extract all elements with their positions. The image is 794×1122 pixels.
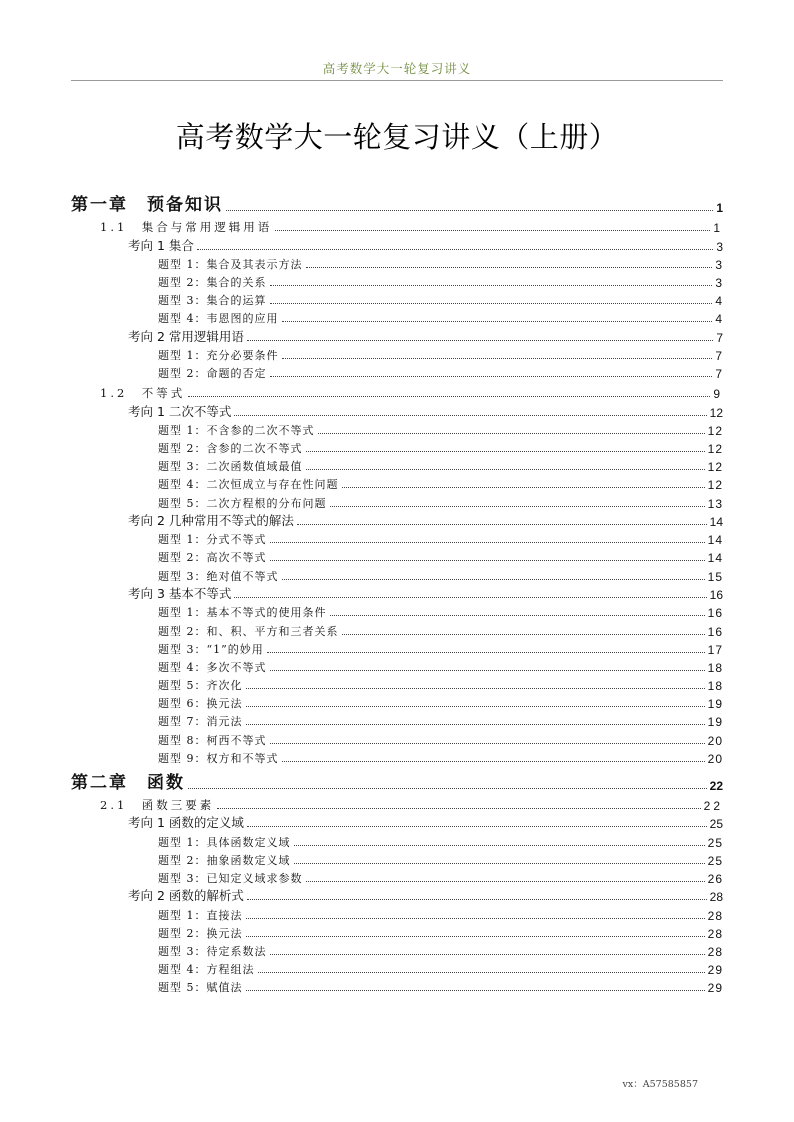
toc-entry-problem-type[interactable] bbox=[71, 492, 723, 510]
toc-entry-page-number: 7 bbox=[715, 367, 723, 382]
toc-entry-label: 题型 5：二次方程根的分布问题 bbox=[158, 496, 327, 510]
toc-entry-label: 题型 2：命题的否定 bbox=[158, 367, 267, 381]
toc-entry-topic[interactable] bbox=[71, 326, 723, 345]
toc-entry-problem-type[interactable] bbox=[71, 711, 723, 729]
toc-entry-chapter[interactable] bbox=[71, 766, 723, 793]
toc-dot-leader bbox=[294, 862, 705, 864]
toc-entry-label: 题型 5：齐次化 bbox=[158, 679, 243, 693]
toc-entry-section[interactable] bbox=[71, 793, 723, 813]
toc-entry-label: 题型 1：基本不等式的使用条件 bbox=[158, 606, 327, 620]
toc-entry-page-number: 28 bbox=[707, 926, 723, 941]
toc-entry-label: 题型 1：直接法 bbox=[158, 908, 243, 922]
toc-dot-leader bbox=[188, 395, 710, 397]
toc-dot-leader bbox=[270, 953, 705, 955]
toc-entry-page-number: 12 bbox=[707, 423, 723, 438]
toc-entry-section[interactable] bbox=[71, 381, 723, 401]
toc-entry-label: 题型 4：多次不等式 bbox=[158, 660, 267, 674]
toc-dot-leader bbox=[234, 596, 706, 598]
toc-entry-label: 题型 4：韦恩图的应用 bbox=[158, 312, 279, 326]
toc-entry-problem-type[interactable] bbox=[71, 474, 723, 492]
toc-dot-leader bbox=[247, 339, 713, 341]
toc-dot-leader bbox=[267, 651, 705, 653]
toc-entry-label: 题型 2：集合的关系 bbox=[158, 275, 267, 289]
toc-entry-problem-type[interactable] bbox=[71, 923, 723, 941]
toc-dot-leader bbox=[247, 825, 707, 827]
toc-entry-label: 考向 1 集合 bbox=[128, 237, 194, 253]
toc-entry-page-number: 26 bbox=[707, 871, 723, 886]
toc-dot-leader bbox=[282, 760, 705, 762]
toc-entry-problem-type[interactable] bbox=[71, 565, 723, 583]
toc-dot-leader bbox=[282, 357, 713, 359]
toc-entry-page-number: 1 bbox=[716, 201, 723, 215]
toc-dot-leader bbox=[342, 633, 705, 635]
toc-entry-page-number: 12 bbox=[707, 442, 723, 456]
toc-dot-leader bbox=[294, 844, 705, 846]
toc-entry-page-number: 9 bbox=[713, 387, 723, 402]
toc-entry-page-number: 16 bbox=[709, 588, 723, 603]
toc-dot-leader bbox=[226, 209, 713, 211]
toc-dot-leader bbox=[188, 787, 707, 789]
toc-entry-problem-type[interactable] bbox=[71, 345, 723, 363]
table-of-contents bbox=[71, 188, 723, 995]
toc-entry-label: 题型 8：柯西不等式 bbox=[158, 733, 267, 747]
toc-entry-page-number: 4 bbox=[715, 312, 723, 327]
toc-entry-problem-type[interactable] bbox=[71, 639, 723, 657]
toc-dot-leader bbox=[306, 266, 713, 268]
toc-dot-leader bbox=[306, 450, 705, 452]
toc-entry-problem-type[interactable] bbox=[71, 657, 723, 675]
toc-entry-label: 考向 1 函数的定义域 bbox=[128, 815, 244, 831]
toc-dot-leader bbox=[258, 971, 705, 973]
toc-entry-problem-type[interactable] bbox=[71, 904, 723, 922]
toc-entry-page-number: 3 bbox=[716, 239, 723, 254]
toc-entry-page-number: 18 bbox=[707, 660, 723, 675]
toc-dot-leader bbox=[306, 468, 705, 470]
toc-entry-page-number: 16 bbox=[707, 624, 723, 639]
toc-dot-leader bbox=[270, 669, 705, 671]
toc-entry-problem-type[interactable] bbox=[71, 272, 723, 290]
toc-entry-label: 1.1 集合与常用逻辑用语 bbox=[100, 220, 273, 234]
toc-entry-label: 2.1 函数三要素 bbox=[100, 797, 215, 812]
toc-entry-page-number: 25 bbox=[709, 817, 723, 832]
toc-entry-problem-type[interactable] bbox=[71, 693, 723, 711]
toc-entry-label: 题型 3：二次函数值域最值 bbox=[158, 460, 303, 474]
toc-entry-problem-type[interactable] bbox=[71, 290, 723, 308]
toc-entry-problem-type[interactable] bbox=[71, 941, 723, 959]
toc-dot-leader bbox=[318, 432, 705, 434]
toc-entry-label: 题型 1：具体函数定义域 bbox=[158, 835, 291, 849]
toc-dot-leader bbox=[297, 523, 707, 525]
toc-entry-label: 题型 1：分式不等式 bbox=[158, 533, 267, 547]
toc-dot-leader bbox=[282, 578, 705, 580]
toc-dot-leader bbox=[330, 614, 705, 616]
toc-dot-leader bbox=[270, 302, 713, 304]
toc-entry-page-number: 4 bbox=[715, 294, 723, 309]
toc-entry-page-number: 16 bbox=[707, 606, 723, 621]
toc-dot-leader bbox=[282, 320, 713, 322]
toc-entry-problem-type[interactable] bbox=[71, 729, 723, 747]
toc-entry-page-number: 17 bbox=[707, 642, 723, 657]
toc-entry-page-number: 12 bbox=[707, 478, 723, 493]
toc-dot-leader bbox=[275, 229, 710, 231]
toc-entry-label: 题型 1：集合及其表示方法 bbox=[158, 257, 303, 271]
toc-dot-leader bbox=[197, 248, 713, 250]
toc-entry-problem-type[interactable] bbox=[71, 850, 723, 868]
toc-entry-label: 题型 5：赋值法 bbox=[158, 981, 243, 995]
toc-entry-label: 题型 3：集合的运算 bbox=[158, 294, 267, 308]
toc-entry-problem-type[interactable] bbox=[71, 748, 723, 766]
toc-entry-page-number: 19 bbox=[707, 715, 723, 730]
toc-dot-leader bbox=[270, 742, 705, 744]
toc-dot-leader bbox=[342, 486, 705, 488]
toc-entry-page-number: 7 bbox=[715, 348, 723, 363]
toc-entry-topic[interactable] bbox=[71, 813, 723, 832]
toc-entry-page-number: 28 bbox=[707, 944, 723, 959]
toc-entry-label: 题型 6：换元法 bbox=[158, 697, 243, 711]
toc-entry-topic[interactable] bbox=[71, 511, 723, 530]
toc-entry-problem-type[interactable] bbox=[71, 620, 723, 638]
toc-entry-label: 第一章 预备知识 bbox=[71, 195, 223, 215]
toc-entry-page-number: 12 bbox=[709, 405, 723, 420]
toc-entry-page-number: 29 bbox=[707, 963, 723, 978]
toc-entry-page-number: 20 bbox=[707, 733, 723, 748]
toc-entry-label: 题型 2：高次不等式 bbox=[158, 551, 267, 565]
toc-entry-label: 题型 1：不含参的二次不等式 bbox=[158, 423, 315, 437]
toc-entry-page-number: 22 bbox=[703, 798, 723, 813]
toc-dot-leader bbox=[270, 375, 713, 377]
toc-entry-label: 题型 2：换元法 bbox=[158, 926, 243, 940]
toc-entry-problem-type[interactable] bbox=[71, 254, 723, 272]
page-title: 高考数学大一轮复习讲义（上册） bbox=[175, 120, 619, 154]
toc-entry-page-number: 1 bbox=[713, 221, 723, 235]
toc-entry-page-number: 3 bbox=[715, 275, 723, 290]
toc-entry-page-number: 15 bbox=[707, 569, 723, 584]
toc-entry-section[interactable] bbox=[71, 215, 723, 235]
toc-entry-page-number: 13 bbox=[707, 496, 723, 511]
toc-entry-page-number: 22 bbox=[709, 778, 723, 793]
toc-entry-label: 题型 1：充分必要条件 bbox=[158, 348, 279, 362]
toc-dot-leader bbox=[270, 284, 713, 286]
running-header bbox=[71, 58, 723, 81]
toc-entry-label: 题型 3：绝对值不等式 bbox=[158, 569, 279, 583]
toc-entry-page-number: 18 bbox=[707, 679, 723, 694]
toc-dot-leader bbox=[246, 687, 705, 689]
toc-dot-leader bbox=[246, 705, 705, 707]
toc-entry-label: 考向 1 二次不等式 bbox=[128, 403, 232, 419]
toc-entry-page-number: 28 bbox=[709, 890, 723, 905]
toc-entry-topic[interactable] bbox=[71, 584, 723, 603]
running-header-title: 高考数学大一轮复习讲义 bbox=[322, 61, 472, 76]
toc-entry-label: 考向 2 常用逻辑用语 bbox=[128, 328, 244, 344]
toc-entry-problem-type[interactable] bbox=[71, 456, 723, 474]
toc-dot-leader bbox=[246, 723, 705, 725]
toc-entry-label: 题型 7：消元法 bbox=[158, 715, 243, 729]
toc-entry-label: 题型 2：和、积、平方和三者关系 bbox=[158, 624, 339, 638]
toc-entry-problem-type[interactable] bbox=[71, 438, 723, 456]
toc-entry-problem-type[interactable] bbox=[71, 959, 723, 977]
toc-entry-problem-type[interactable] bbox=[71, 420, 723, 438]
toc-entry-problem-type[interactable] bbox=[71, 547, 723, 565]
toc-dot-leader bbox=[234, 414, 706, 416]
toc-entry-page-number: 25 bbox=[707, 835, 723, 850]
toc-entry-problem-type[interactable] bbox=[71, 977, 723, 995]
toc-entry-label: 考向 3 基本不等式 bbox=[128, 586, 232, 602]
toc-entry-problem-type[interactable] bbox=[71, 831, 723, 849]
toc-entry-topic[interactable] bbox=[71, 235, 723, 254]
toc-entry-label: 题型 3：待定系数法 bbox=[158, 944, 267, 958]
toc-entry-page-number: 12 bbox=[707, 460, 723, 475]
toc-entry-problem-type[interactable] bbox=[71, 308, 723, 326]
toc-entry-label: 考向 2 几种常用不等式的解法 bbox=[128, 513, 294, 529]
toc-entry-label: 题型 3：“1”的妙用 bbox=[158, 642, 264, 656]
toc-dot-leader bbox=[270, 541, 705, 543]
toc-entry-label: 1.2 不等式 bbox=[100, 386, 186, 401]
toc-entry-problem-type[interactable] bbox=[71, 675, 723, 693]
toc-entry-topic[interactable] bbox=[71, 886, 723, 905]
toc-dot-leader bbox=[217, 807, 700, 809]
toc-entry-page-number: 3 bbox=[715, 257, 723, 272]
toc-entry-problem-type[interactable] bbox=[71, 529, 723, 547]
toc-entry-problem-type[interactable] bbox=[71, 363, 723, 381]
toc-entry-problem-type[interactable] bbox=[71, 602, 723, 620]
footer-contact: vx：A57585857 bbox=[622, 1079, 698, 1090]
toc-dot-leader bbox=[330, 505, 705, 507]
toc-entry-page-number: 20 bbox=[707, 751, 723, 766]
toc-dot-leader bbox=[246, 989, 705, 991]
toc-entry-page-number: 29 bbox=[707, 981, 723, 996]
toc-entry-page-number: 25 bbox=[707, 853, 723, 868]
toc-entry-label: 考向 2 函数的解析式 bbox=[128, 888, 244, 904]
toc-entry-page-number: 19 bbox=[707, 697, 723, 712]
toc-entry-chapter[interactable] bbox=[71, 188, 723, 215]
toc-entry-page-number: 7 bbox=[716, 330, 723, 345]
toc-entry-page-number: 14 bbox=[707, 551, 723, 566]
toc-entry-label: 题型 2：抽象函数定义域 bbox=[158, 853, 291, 867]
toc-dot-leader bbox=[270, 559, 705, 561]
toc-entry-label: 题型 2：含参的二次不等式 bbox=[158, 442, 303, 455]
toc-dot-leader bbox=[246, 917, 705, 919]
toc-entry-label: 第二章 函数 bbox=[71, 772, 185, 793]
toc-entry-page-number: 28 bbox=[707, 908, 723, 923]
toc-dot-leader bbox=[247, 898, 707, 900]
toc-entry-label: 题型 4：方程组法 bbox=[158, 963, 255, 977]
toc-entry-label: 题型 3：已知定义域求参数 bbox=[158, 871, 303, 885]
toc-entry-label: 题型 9：权方和不等式 bbox=[158, 751, 279, 765]
toc-dot-leader bbox=[246, 935, 705, 937]
toc-entry-problem-type[interactable] bbox=[71, 868, 723, 886]
toc-dot-leader bbox=[306, 880, 705, 882]
toc-entry-topic[interactable] bbox=[71, 401, 723, 420]
toc-entry-label: 题型 4：二次恒成立与存在性问题 bbox=[158, 478, 339, 492]
toc-entry-page-number: 14 bbox=[707, 533, 723, 548]
toc-entry-page-number: 14 bbox=[709, 515, 723, 530]
